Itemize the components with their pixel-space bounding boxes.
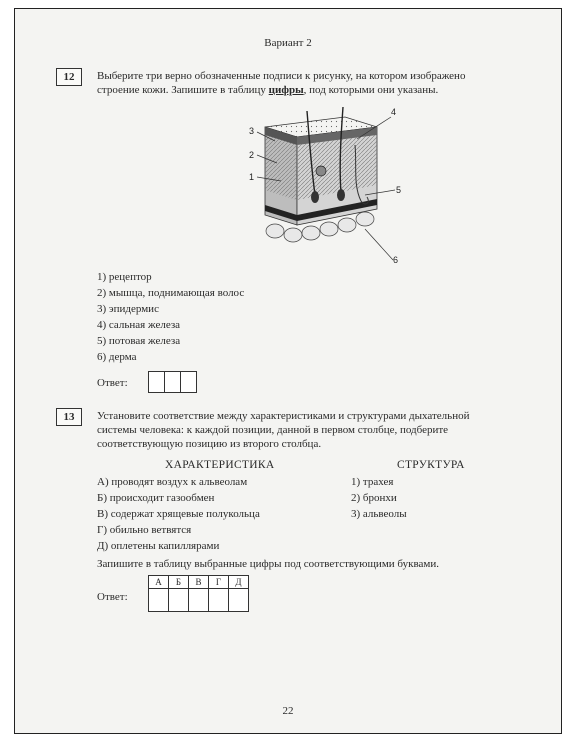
letter-cell: В bbox=[189, 576, 209, 589]
exam-page bbox=[14, 8, 562, 734]
letter-cell: Б bbox=[169, 576, 189, 589]
question-13-answer-grid bbox=[148, 575, 249, 612]
question-12-answer-cells bbox=[149, 371, 197, 393]
figure-label-6: 6 bbox=[393, 255, 399, 265]
q12-line2-after: , под которыми они указаны. bbox=[303, 84, 439, 96]
question-13-line-3: соответствующую позицию из второго столбца. bbox=[97, 438, 322, 450]
variant-header: Вариант 2 bbox=[264, 37, 312, 49]
structure-item: 2) бронхи bbox=[351, 492, 397, 504]
question-12-text bbox=[97, 69, 547, 97]
question-13-number: 13 bbox=[56, 408, 82, 426]
question-12-answer-label: Ответ: bbox=[97, 377, 128, 389]
hair-follicle-1 bbox=[311, 191, 319, 203]
answer-cell[interactable] bbox=[189, 589, 209, 612]
question-13-instruction: Запишите в таблицу выбранные цифры под соответствующими буквами. bbox=[97, 558, 439, 570]
figure-label-2: 2 bbox=[249, 150, 255, 160]
figure-label-4: 4 bbox=[391, 107, 397, 117]
letter-cell: А bbox=[149, 576, 169, 589]
letters-row bbox=[149, 576, 249, 589]
answer-cell[interactable] bbox=[149, 589, 169, 612]
letter-cell: Д bbox=[229, 576, 249, 589]
option-item: 4) сальная железа bbox=[97, 319, 181, 331]
option-item: 5) потовая железа bbox=[97, 335, 181, 347]
skin-structure-figure bbox=[225, 105, 405, 265]
letter-cell: Г bbox=[209, 576, 229, 589]
answer-cell[interactable] bbox=[209, 589, 229, 612]
dermis-layer bbox=[265, 135, 297, 200]
q12-line2-before: строение кожи. Запишите в таблицу bbox=[97, 84, 269, 96]
answer-cell[interactable] bbox=[229, 589, 249, 612]
characteristic-item: А) проводят воздух к альвеолам bbox=[97, 476, 248, 488]
answer-cell[interactable] bbox=[164, 371, 181, 393]
characteristic-item: Г) обильно ветвятся bbox=[97, 524, 192, 536]
q12-line2-bold: цифры bbox=[268, 84, 304, 96]
hair-follicle-2 bbox=[337, 189, 345, 201]
characteristics-header: ХАРАКТЕРИСТИКА bbox=[165, 459, 275, 471]
sebaceous-gland bbox=[316, 166, 326, 176]
option-item: 3) эпидермис bbox=[97, 303, 159, 315]
characteristics-list bbox=[97, 474, 260, 554]
answer-cell[interactable] bbox=[148, 371, 165, 393]
question-12-options bbox=[97, 269, 244, 365]
answer-cell[interactable] bbox=[180, 371, 197, 393]
answer-row bbox=[149, 589, 249, 612]
structure-item: 1) трахея bbox=[351, 476, 394, 488]
question-12-number: 12 bbox=[56, 68, 82, 86]
figure-label-3: 3 bbox=[249, 126, 255, 136]
structures-header: СТРУКТУРА bbox=[397, 459, 465, 471]
characteristic-item: Д) оплетены капиллярами bbox=[97, 540, 220, 552]
question-13-line-2: системы человека: к каждой позиции, данной в первом столбце, подберите bbox=[97, 424, 449, 436]
question-12-line-2 bbox=[97, 83, 547, 97]
figure-label-5: 5 bbox=[396, 185, 402, 195]
option-item: 2) мышца, поднимающая волос bbox=[97, 287, 245, 299]
question-13-line-1: Установите соответствие между характеристиками и структурами дыхательной bbox=[97, 410, 470, 422]
option-item: 1) рецептор bbox=[97, 271, 152, 283]
figure-label-1: 1 bbox=[249, 172, 255, 182]
question-13-text bbox=[97, 409, 547, 451]
answer-cell[interactable] bbox=[169, 589, 189, 612]
question-13-answer-label: Ответ: bbox=[97, 591, 128, 603]
question-12-line-1: Выберите три верно обозначенные подписи к рисунку, на котором изображено bbox=[97, 70, 466, 82]
page-number: 22 bbox=[282, 705, 294, 717]
structure-item: 3) альвеолы bbox=[351, 508, 407, 520]
characteristic-item: Б) происходит газообмен bbox=[97, 492, 215, 504]
structures-list bbox=[351, 474, 407, 522]
option-item: 6) дерма bbox=[97, 351, 137, 363]
characteristic-item: В) содержат хрящевые полукольца bbox=[97, 508, 260, 520]
